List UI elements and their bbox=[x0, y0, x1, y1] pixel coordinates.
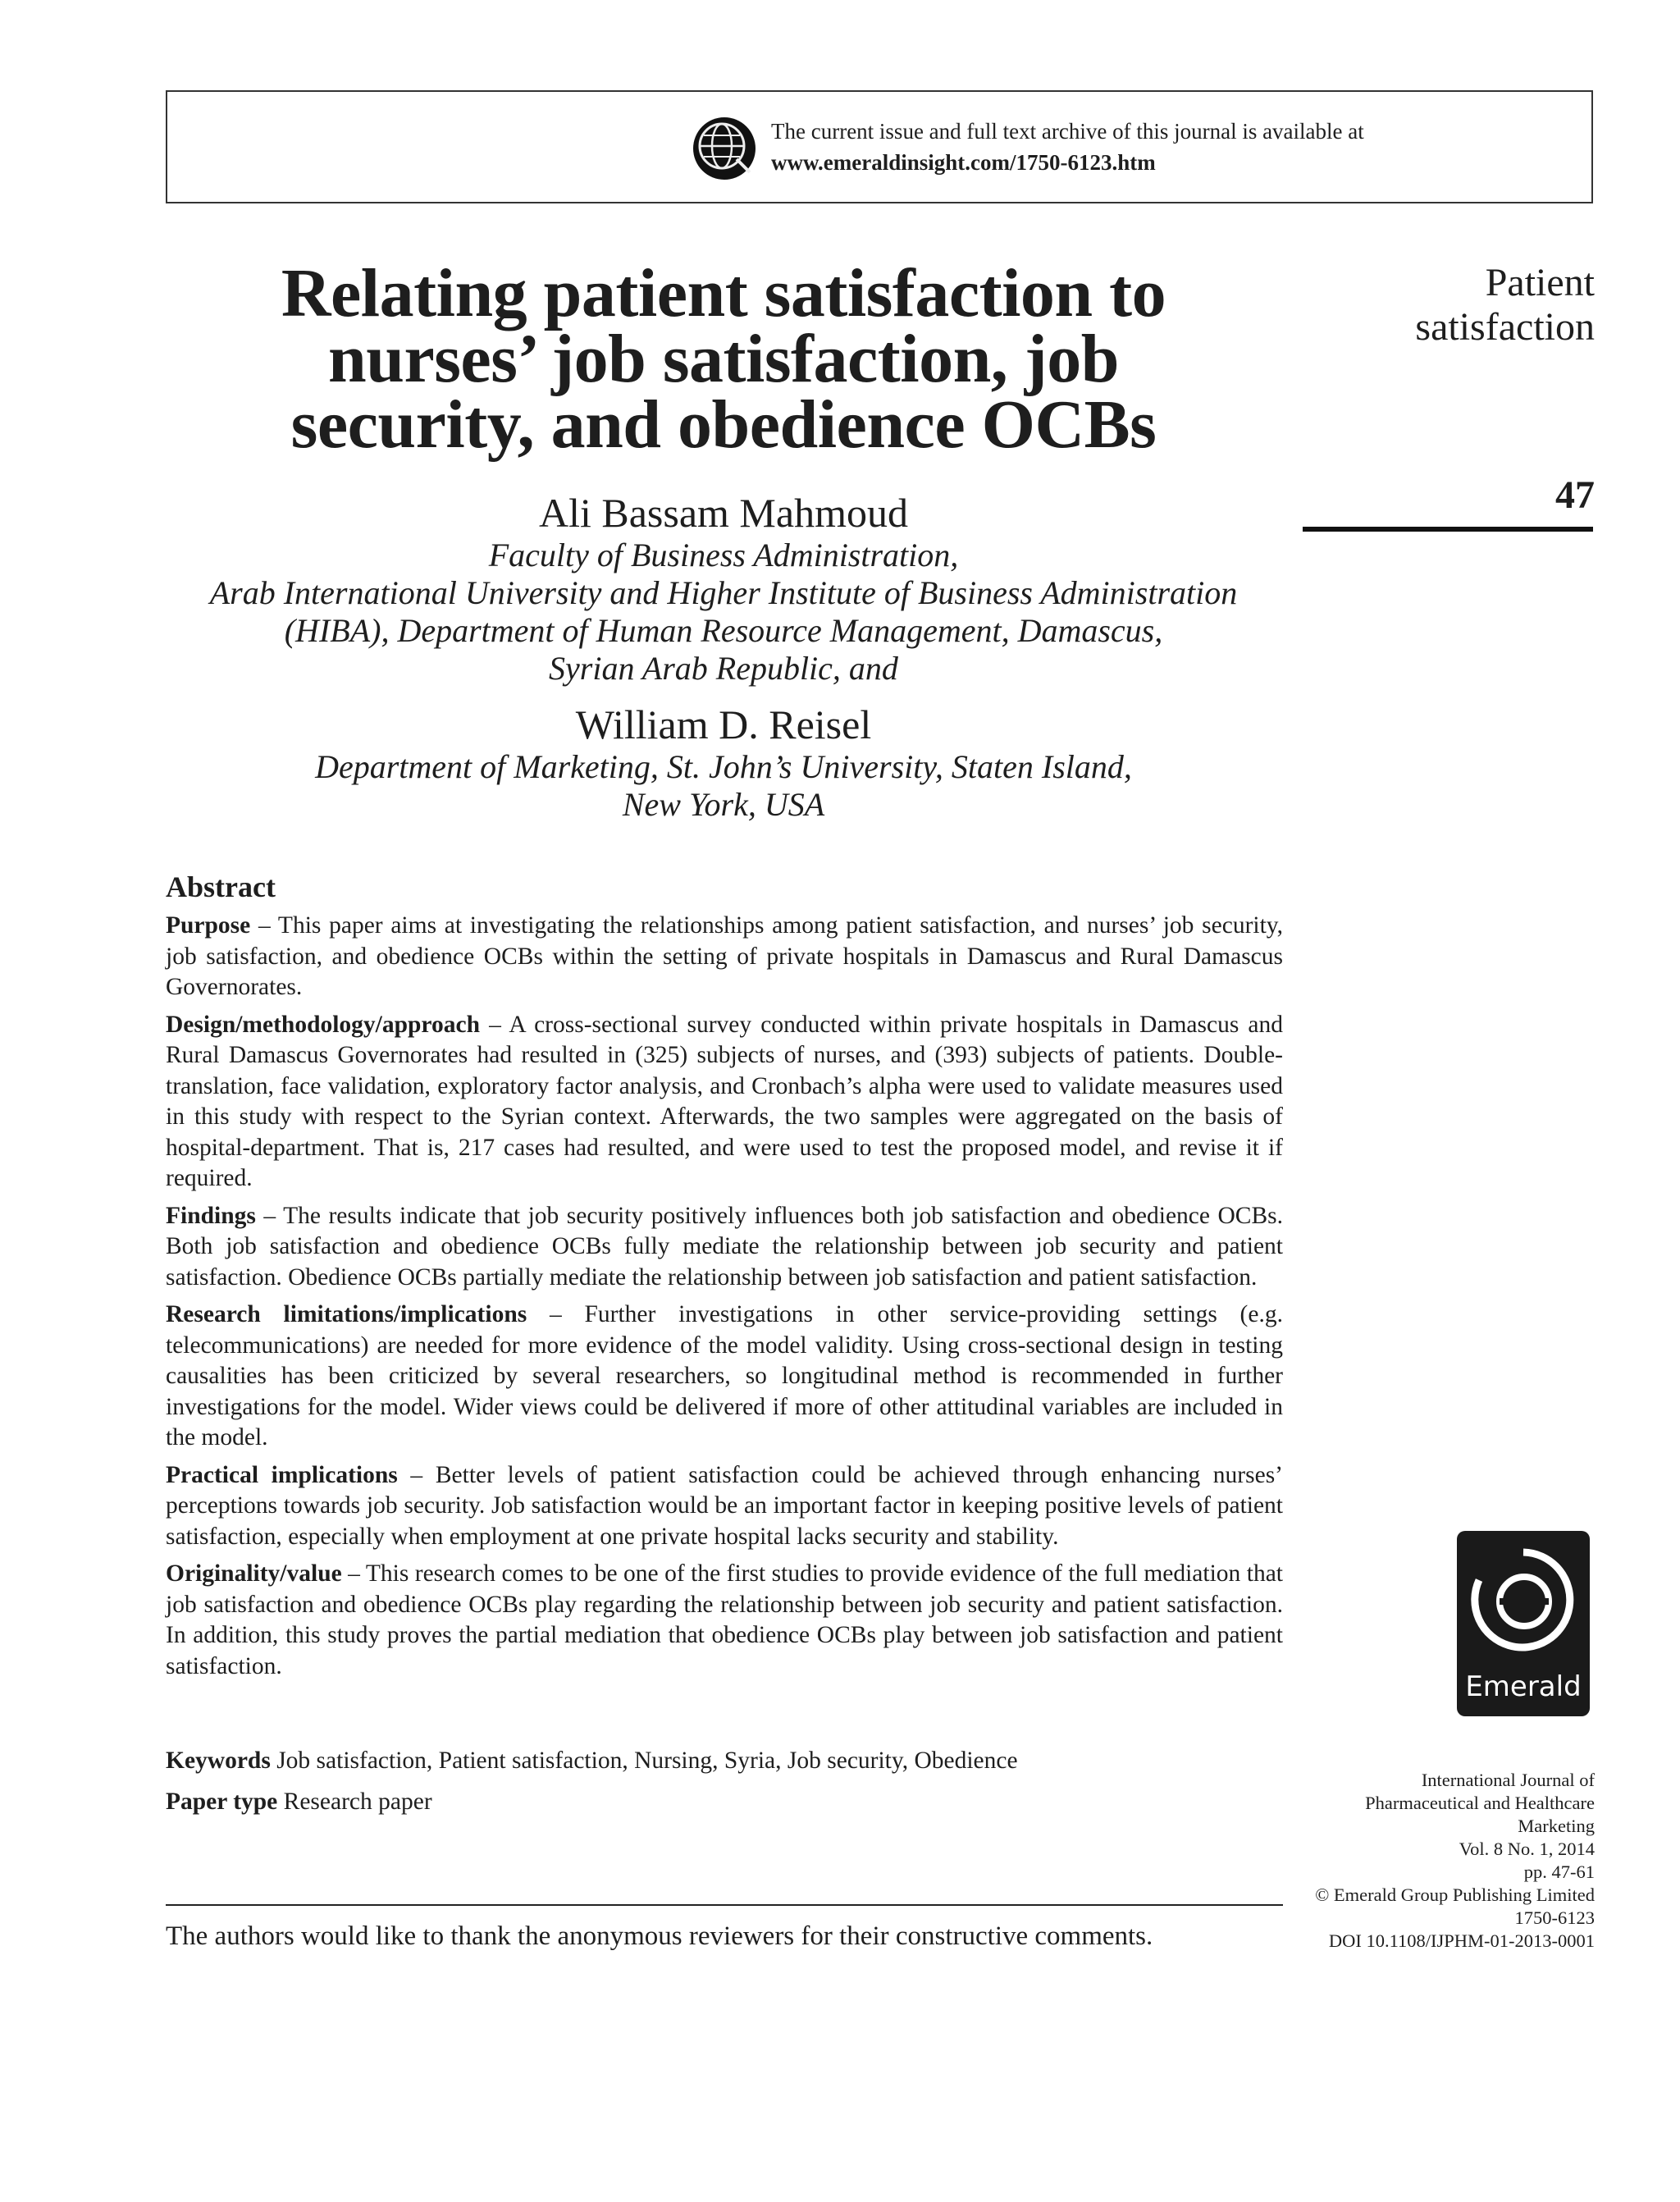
doi-line: DOI 10.1108/IJPHM-01-2013-0001 bbox=[1328, 1930, 1595, 1951]
abstract-section bbox=[166, 1201, 1283, 1294]
title-line-1: Relating patient satisfaction to bbox=[281, 255, 1166, 331]
page-number: 47 bbox=[1555, 473, 1595, 517]
running-head-line-1: Patient bbox=[1485, 261, 1595, 304]
section-text: – Further investigations in other service-providing settings (e.g. telecommunications) are needed for more evidence of the model validity. Using cross-sectional design in testing causalities has been criticized by several researchers, so longitudinal method is recommended in further investigations for the model. Wider views could be delivered if more of other attitudinal variables are included in the model. bbox=[166, 1301, 1283, 1450]
section-text: – A cross-sectional survey conducted within private hospitals in Damascus and Rural Damascus Governorates had resulted in (325) subjects of nurses, and (393) subjects of patients. Double-translation, face validation, exploratory factor analysis, and Cronbach’s alpha were used to validate measures used in this study with respect to the Syrian context. Afterwards, the two samples were aggregated on the basis of hospital-department. That is, 217 cases had resulted, and were used to test the proposed model, and revise it if required. bbox=[166, 1011, 1283, 1191]
section-label: Practical implications bbox=[166, 1461, 398, 1488]
availability-line: The current issue and full text archive of this journal is available at bbox=[771, 119, 1364, 144]
affiliation-line: Arab International University and Higher Institute of Business Administration bbox=[209, 574, 1238, 611]
journal-availability-content bbox=[689, 112, 1364, 182]
section-text: – Better levels of patient satisfaction could be achieved through enhancing nurses’ perceptions towards job security. Job satisfaction would be an important factor in keeping positive levels of patient satisfaction, especially when employment at one private hospital lacks security and stability. bbox=[166, 1461, 1283, 1550]
journal-citation-info bbox=[1299, 1769, 1595, 1953]
paper-type-value: Research paper bbox=[277, 1789, 432, 1815]
journal-url-link[interactable]: www.emeraldinsight.com/1750-6123.htm bbox=[771, 150, 1156, 175]
abstract-section bbox=[166, 1559, 1283, 1682]
author-name: Ali Bassam Mahmoud bbox=[539, 490, 908, 536]
keywords-value: Job satisfaction, Patient satisfaction, Nursing, Syria, Job security, Obedience bbox=[270, 1747, 1018, 1774]
journal-availability-text bbox=[771, 116, 1364, 178]
section-label: Research limitations/implications bbox=[166, 1301, 527, 1327]
affiliation-line: New York, USA bbox=[622, 786, 825, 823]
section-text: – This paper aims at investigating the relationships among patient satisfaction, and nurses’ job security, job satisfaction, and obedience OCBs within the setting of private hospitals in Damascus and Rural Damascus Governorates. bbox=[166, 912, 1283, 1000]
section-label: Purpose bbox=[166, 912, 251, 939]
section-label: Findings bbox=[166, 1202, 256, 1229]
paper-type-label: Paper type bbox=[166, 1789, 278, 1815]
title-line-3: security, and obedience OCBs bbox=[290, 386, 1157, 463]
keywords-label: Keywords bbox=[166, 1747, 271, 1774]
paper-type-line bbox=[166, 1789, 432, 1816]
author-affiliation bbox=[166, 748, 1281, 824]
abstract-section bbox=[166, 911, 1283, 1003]
author-affiliation bbox=[166, 537, 1281, 688]
page-number-rule bbox=[1303, 527, 1593, 532]
footnote-rule bbox=[166, 1904, 1283, 1906]
section-text: – The results indicate that job security positively influences both job satisfaction and obedience OCBs. Both job satisfaction and obedience OCBs fully mediate the relationship between job security and patient satisfaction. Obedience OCBs partially mediate the relationship between job satisfaction and patient satisfaction. bbox=[166, 1202, 1283, 1291]
running-head bbox=[1415, 261, 1595, 349]
abstract-section bbox=[166, 1010, 1283, 1195]
journal-info-line: pp. 47-61 bbox=[1523, 1862, 1595, 1882]
journal-info-line: Marketing bbox=[1518, 1816, 1595, 1836]
title-line-2: nurses’ job satisfaction, job bbox=[328, 321, 1119, 397]
journal-info-line: Pharmaceutical and Healthcare bbox=[1365, 1793, 1595, 1813]
journal-availability-box bbox=[166, 90, 1593, 203]
affiliation-line: Faculty of Business Administration, bbox=[488, 537, 959, 573]
section-label: Originality/value bbox=[166, 1560, 342, 1587]
affiliation-line: Department of Marketing, St. John’s University, Staten Island, bbox=[315, 748, 1132, 785]
acknowledgement-footnote: The authors would like to thank the anonymous reviewers for their constructive comments. bbox=[166, 1921, 1153, 1951]
section-text: – This research comes to be one of the first studies to provide evidence of the full mediation that job satisfaction and obedience OCBs play regarding the relationship between job security and patient satisfaction. In addition, this study proves the partial mediation that obedience OCBs play between job satisfaction and patient satisfaction. bbox=[166, 1560, 1283, 1679]
running-head-line-2: satisfaction bbox=[1415, 305, 1595, 349]
journal-info-line: 1750-6123 bbox=[1514, 1907, 1595, 1928]
abstract-section bbox=[166, 1460, 1283, 1553]
globe-icon bbox=[689, 112, 760, 182]
abstract-heading: Abstract bbox=[166, 870, 276, 903]
affiliation-line: (HIBA), Department of Human Resource Management, Damascus, bbox=[284, 612, 1163, 649]
abstract-section bbox=[166, 1300, 1283, 1454]
affiliation-line: Syrian Arab Republic, and bbox=[549, 650, 898, 687]
abstract-body bbox=[166, 911, 1283, 1688]
keywords-line bbox=[166, 1747, 1018, 1775]
author-name: William D. Reisel bbox=[575, 701, 872, 747]
emerald-wordmark: Emerald bbox=[1465, 1670, 1582, 1703]
emerald-logo bbox=[1457, 1531, 1590, 1716]
journal-info-line: Vol. 8 No. 1, 2014 bbox=[1459, 1839, 1595, 1859]
article-title bbox=[166, 255, 1281, 463]
section-label: Design/methodology/approach bbox=[166, 1011, 480, 1038]
journal-info-line: © Emerald Group Publishing Limited bbox=[1315, 1884, 1595, 1905]
journal-info-line: International Journal of bbox=[1421, 1770, 1595, 1790]
